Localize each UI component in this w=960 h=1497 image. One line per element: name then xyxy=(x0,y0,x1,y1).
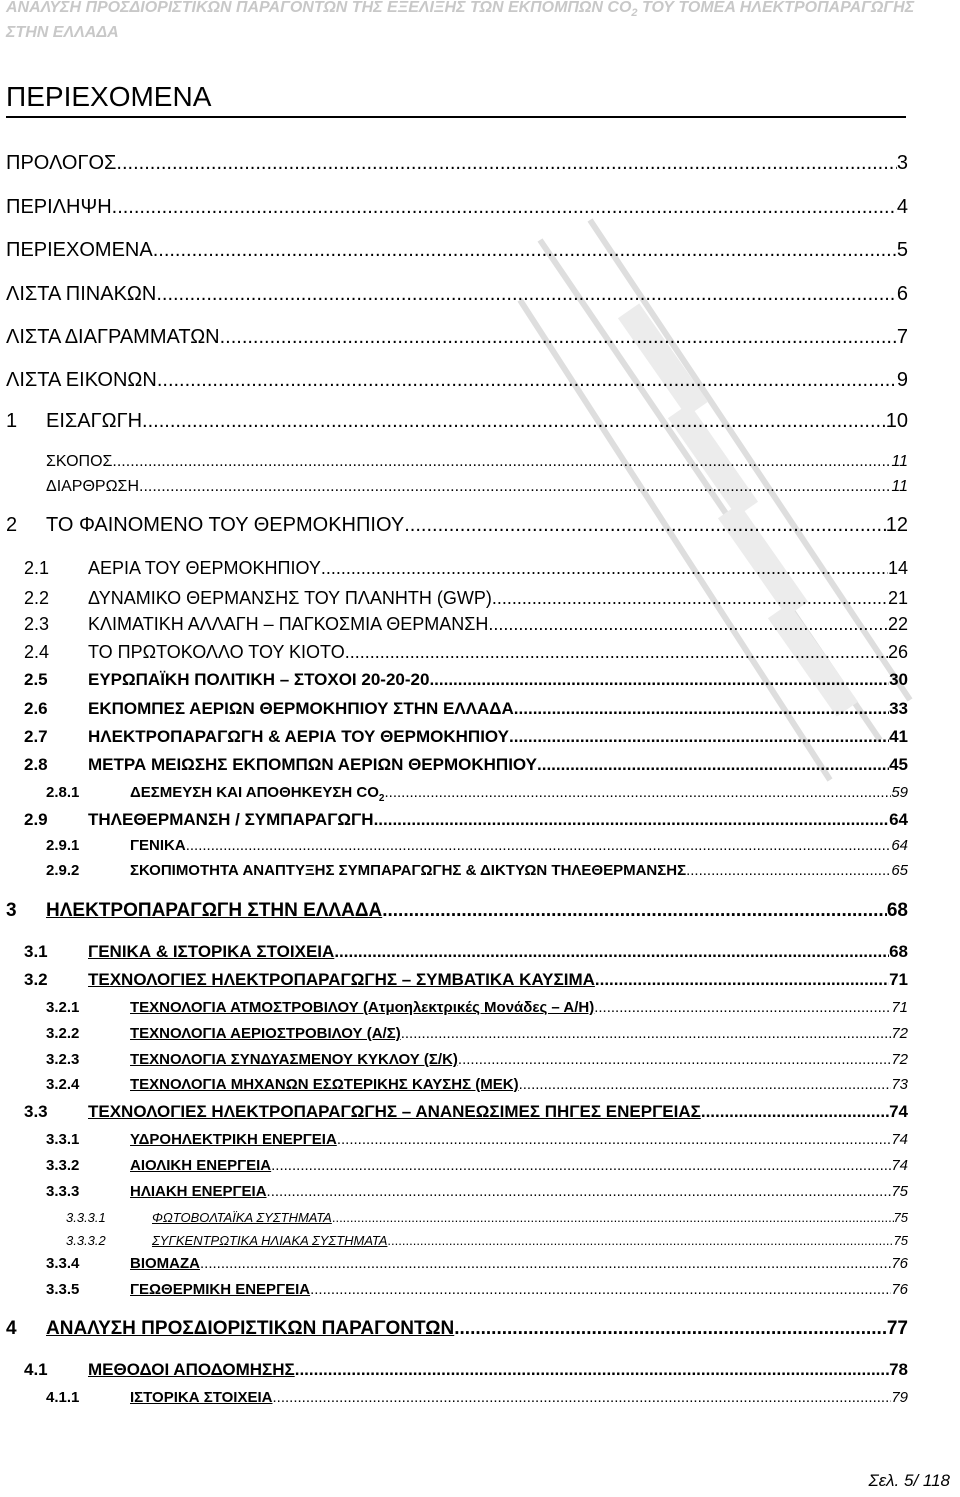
toc-section[interactable] xyxy=(24,942,908,962)
toc-entry-number: 2.8.1 xyxy=(46,784,80,801)
toc-entry-title: ΤΗΛΕΘΕΡΜΑΝΣΗ / ΣΥΜΠΑΡΑΓΩΓΗ xyxy=(88,810,374,829)
toc-subsection[interactable] xyxy=(46,999,908,1016)
toc-entry-page: 21 xyxy=(887,588,908,608)
toc-entry-title: ΤΕΧΝΟΛΟΓΙΑ ΑΤΜΟΣΤΡΟΒΙΛΟΥ (Ατμοηλεκτρικές Μονάδες – Α/Η) xyxy=(130,999,595,1016)
toc-entry-page: 74 xyxy=(889,1102,908,1121)
toc-chapter[interactable] xyxy=(6,1318,908,1340)
toc-section[interactable] xyxy=(24,1102,908,1122)
toc-entry-title: ΒΙΟΜΑΖΑ xyxy=(130,1255,200,1272)
toc-entry-page: 71 xyxy=(891,999,908,1016)
toc-subsection[interactable] xyxy=(46,1389,908,1406)
toc-entry-page: 64 xyxy=(891,837,908,854)
toc-section[interactable] xyxy=(24,699,908,719)
toc-entry-page: 72 xyxy=(891,1025,908,1042)
toc-entry-number: 3.3.1 xyxy=(46,1131,80,1148)
toc-entry-number: 4.1 xyxy=(24,1360,48,1379)
toc-entry-page: 10 xyxy=(885,410,908,432)
toc-subsubsection[interactable] xyxy=(66,1233,908,1248)
toc-subsection[interactable] xyxy=(46,1157,908,1174)
toc-subsection[interactable] xyxy=(46,1025,908,1042)
toc-entry-page: 59 xyxy=(891,784,908,801)
toc-entry-page: 79 xyxy=(891,1389,908,1406)
toc-entry-page: 64 xyxy=(889,810,908,829)
toc-entry-number: 2.5 xyxy=(24,670,48,689)
toc-entry-title: ΔΙΑΡΘΡΩΣΗ xyxy=(46,478,139,495)
toc-entry-title: ΦΩΤΟΒΟΛΤΑΪΚΑ ΣΥΣΤΗΜΑΤΑ xyxy=(152,1210,332,1225)
toc-entry-number: 3.1 xyxy=(24,942,48,961)
toc-entry-title: ΥΔΡΟΗΛΕΚΤΡΙΚΗ ΕΝΕΡΓΕΙΑ xyxy=(130,1131,337,1148)
toc-entry-page: 30 xyxy=(889,670,908,689)
toc-subsection[interactable] xyxy=(46,1051,908,1068)
toc-entry-page: 3 xyxy=(896,152,908,174)
toc-entry-title: ΑΕΡΙΑ ΤΟΥ ΘΕΡΜΟΚΗΠΙΟΥ xyxy=(88,558,321,578)
toc-entry-title: ΛΙΣΤΑ ΠΙΝΑΚΩΝ xyxy=(6,283,157,305)
toc-entry-number: 2.1 xyxy=(24,558,50,578)
toc-entry-page: 75 xyxy=(893,1210,908,1225)
toc-entry-number: 3.3.4 xyxy=(46,1255,80,1272)
toc-entry-number: 3.2.3 xyxy=(46,1051,80,1068)
toc-entry-page: 7 xyxy=(896,326,908,348)
toc-entry-page: 41 xyxy=(889,727,908,746)
running-header xyxy=(6,0,946,43)
toc-entry-number: 3.3.5 xyxy=(46,1281,80,1298)
toc-entry-page: 12 xyxy=(885,514,908,536)
toc-section[interactable] xyxy=(24,727,908,747)
toc-entry-number: 3.2.1 xyxy=(46,999,80,1016)
toc-entry-title: ΤΟ ΦΑΙΝΟΜΕΝΟ ΤΟΥ ΘΕΡΜΟΚΗΠΙΟΥ xyxy=(46,514,405,536)
toc-chapter[interactable] xyxy=(6,900,908,922)
toc-entry[interactable] xyxy=(6,369,908,392)
toc-entry-number: 3.2.4 xyxy=(46,1076,80,1093)
toc-subsection[interactable] xyxy=(46,837,908,854)
toc-entry-title: ΚΛΙΜΑΤΙΚΗ ΑΛΛΑΓΗ – ΠΑΓΚΟΣΜΙΑ ΘΕΡΜΑΝΣΗ xyxy=(88,614,489,634)
toc-entry-page: 4 xyxy=(896,196,908,218)
toc-entry-title: ΠΕΡΙΕΧΟΜΕΝΑ xyxy=(6,239,153,261)
toc-entry-title: ΗΛΕΚΤΡΟΠΑΡΑΓΩΓΗ ΣΤΗΝ ΕΛΛΑΔΑ xyxy=(46,900,383,921)
toc-entry-title: ΗΛΙΑΚΗ ΕΝΕΡΓΕΙΑ xyxy=(130,1183,267,1200)
toc-heading: ΠΕΡΙΕΧΟΜΕΝΑ xyxy=(6,80,906,118)
toc-entry-page: 22 xyxy=(887,614,908,634)
toc-entry-number: 4.1.1 xyxy=(46,1389,80,1406)
toc-entry-page: 76 xyxy=(891,1281,908,1298)
toc-entry-page: 74 xyxy=(891,1131,908,1148)
toc-entry-title: ΤΕΧΝΟΛΟΓΙΑ ΑΕΡΙΟΣΤΡΟΒΙΛΟΥ (Α/Σ) xyxy=(130,1025,401,1042)
toc-entry[interactable] xyxy=(6,326,908,349)
toc-entry-title: ΤΕΧΝΟΛΟΓΙΑ ΜΗΧΑΝΩΝ ΕΣΩΤΕΡΙΚΗΣ ΚΑΥΣΗΣ (ΜΕΚ) xyxy=(130,1076,519,1093)
toc-entry-page: 33 xyxy=(889,699,908,718)
toc-entry-number: 2.9 xyxy=(24,810,48,829)
toc-entry[interactable] xyxy=(46,453,908,471)
toc-entry-number: 2 xyxy=(6,514,18,536)
toc-entry-number: 2.4 xyxy=(24,642,50,662)
toc-entry-number: 2.6 xyxy=(24,699,48,718)
toc-entry-title: ΛΙΣΤΑ ΕΙΚΟΝΩΝ xyxy=(6,369,157,391)
toc-section[interactable] xyxy=(24,642,908,663)
toc-entry-title: ΕΚΠΟΜΠΕΣ ΑΕΡΙΩΝ ΘΕΡΜΟΚΗΠΙΟΥ ΣΤΗΝ ΕΛΛΑΔΑ xyxy=(88,699,514,718)
toc-entry-page: 75 xyxy=(891,1183,908,1200)
toc-entry[interactable] xyxy=(6,152,908,175)
toc-section[interactable] xyxy=(24,614,908,635)
toc-entry-title: ΛΙΣΤΑ ΔΙΑΓΡΑΜΜΑΤΩΝ xyxy=(6,326,220,348)
toc-entry-number: 3.3.3.2 xyxy=(66,1233,106,1248)
toc-entry-number: 3.2 xyxy=(24,970,48,989)
toc-entry-title: ΠΕΡΙΛΗΨΗ xyxy=(6,196,112,218)
toc-entry-number: 3.3.3.1 xyxy=(66,1210,106,1225)
toc-subsection[interactable] xyxy=(46,784,908,804)
toc-chapter[interactable] xyxy=(6,410,908,433)
toc-entry-page: 45 xyxy=(889,755,908,774)
toc-entry-title: ΠΡΟΛΟΓΟΣ xyxy=(6,152,117,174)
toc-chapter[interactable] xyxy=(6,514,908,537)
header-line-2: ΣΤΗΝ ΕΛΛΑΔΑ xyxy=(6,24,119,42)
toc-entry-number: 3.3 xyxy=(24,1102,48,1121)
page-number-footer: Σελ. 5/ 118 xyxy=(868,1471,950,1490)
toc-entry[interactable] xyxy=(6,196,908,219)
toc-entry-title: ΕΥΡΩΠΑΪΚΗ ΠΟΛΙΤΙΚΗ – ΣΤΟΧΟΙ 20-20-20 xyxy=(88,670,430,689)
toc-entry-number: 2.9.1 xyxy=(46,837,80,854)
toc-subsection[interactable] xyxy=(46,862,908,879)
toc-entry-number: 3.2.2 xyxy=(46,1025,80,1042)
toc-entry-title: ΓΕΩΘΕΡΜΙΚΗ ΕΝΕΡΓΕΙΑ xyxy=(130,1281,311,1298)
toc-entry-page: 11 xyxy=(891,453,908,470)
toc-entry-number: 2.7 xyxy=(24,727,48,746)
toc-entry-title: ΙΣΤΟΡΙΚΑ ΣΤΟΙΧΕΙΑ xyxy=(130,1389,273,1406)
toc-entry-title: ΓΕΝΙΚΑ xyxy=(130,837,186,854)
toc-entry-page: 68 xyxy=(889,942,908,961)
toc-entry-page: 65 xyxy=(891,862,908,879)
toc-subsubsection[interactable] xyxy=(66,1210,908,1225)
toc-section[interactable] xyxy=(24,755,908,775)
toc-entry-page: 14 xyxy=(887,558,908,578)
toc-entry-title: ΓΕΝΙΚΑ & ΙΣΤΟΡΙΚΑ ΣΤΟΙΧΕΙΑ xyxy=(88,942,335,961)
toc-entry-number: 4 xyxy=(6,1318,17,1339)
toc-entry-title: ΤΕΧΝΟΛΟΓΙΑ ΣΥΝΔΥΑΣΜΕΝΟΥ ΚΥΚΛΟΥ (Σ/Κ) xyxy=(130,1051,458,1068)
toc-entry-number: 2.9.2 xyxy=(46,862,80,879)
toc-entry-title: ΤΕΧΝΟΛΟΓΙΕΣ ΗΛΕΚΤΡΟΠΑΡΑΓΩΓΗΣ – ΑΝΑΝΕΩΣΙΜΕΣ ΠΗΓΕΣ ΕΝΕΡΓΕΙΑΣ xyxy=(88,1102,701,1121)
toc-entry-title: ΣΚΟΠΙΜΟΤΗΤΑ ΑΝΑΠΤΥΞΗΣ ΣΥΜΠΑΡΑΓΩΓΗΣ & ΔΙΚΤΥΩΝ ΤΗΛΕΘΕΡΜΑΝΣΗΣ xyxy=(130,862,687,879)
toc-entry-title: ΣΥΓΚΕΝΤΡΩΤΙΚΑ ΗΛΙΑΚΑ ΣΥΣΤΗΜΑΤΑ xyxy=(152,1233,388,1248)
toc-entry-page: 77 xyxy=(886,1318,908,1339)
toc-entry-page: 5 xyxy=(896,239,908,261)
toc-entry-number: 3.3.2 xyxy=(46,1157,80,1174)
toc-entry[interactable] xyxy=(46,478,908,496)
toc-entry-page: 71 xyxy=(889,970,908,989)
toc-section[interactable] xyxy=(24,970,908,990)
toc-entry-page: 11 xyxy=(891,478,908,495)
toc-subsection[interactable] xyxy=(46,1183,908,1200)
toc-entry-title: ΔΥΝΑΜΙΚΟ ΘΕΡΜΑΝΣΗΣ ΤΟΥ ΠΛΑΝΗΤΗ (GWP) xyxy=(88,588,492,608)
toc-entry-title: ΔΕΣΜΕΥΣΗ ΚΑΙ ΑΠΟΘΗΚΕΥΣΗ $CO_2$ xyxy=(130,784,385,804)
toc-subsection[interactable] xyxy=(46,1281,908,1298)
toc-subsection[interactable] xyxy=(46,1255,908,1272)
toc-entry-title: ΤΟ ΠΡΩΤΟΚΟΛΛΟ ΤΟΥ ΚΙΟΤΟ xyxy=(88,642,345,662)
toc-entry-title: ΜΕΤΡΑ ΜΕΙΩΣΗΣ ΕΚΠΟΜΠΩΝ ΑΕΡΙΩΝ ΘΕΡΜΟΚΗΠΙΟΥ xyxy=(88,755,538,774)
header-line-1: ΑΝΑΛΥΣΗ ΠΡΟΣΔΙΟΡΙΣΤΙΚΩΝ ΠΑΡΑΓΟΝΤΩΝ ΤΗΣ ΕΞΕΛΙΞΗΣ ΤΩΝ ΕΚΠΟΜΠΩΝ $CO_2$ ΤΟΥ ΤΟΜΕΑ ΗΛΕΚΤΡΟΠΑΡΑΓΩΓΗΣ xyxy=(6,0,915,20)
toc-entry[interactable] xyxy=(6,239,908,262)
toc-section[interactable] xyxy=(24,558,908,579)
toc-entry-page: 68 xyxy=(886,900,908,921)
toc-entry-title: ΣΚΟΠΟΣ xyxy=(46,453,113,470)
toc-entry[interactable] xyxy=(6,283,908,306)
toc-entry-number: 2.8 xyxy=(24,755,48,774)
toc-entry-number: 1 xyxy=(6,410,18,432)
toc-entry-number: 2.3 xyxy=(24,614,50,634)
toc-entry-title: ΑΙΟΛΙΚΗ ΕΝΕΡΓΕΙΑ xyxy=(130,1157,272,1174)
toc-section[interactable] xyxy=(24,1360,908,1380)
toc-entry-page: 73 xyxy=(891,1076,908,1093)
toc-section[interactable] xyxy=(24,670,908,690)
toc-entry-page: 26 xyxy=(887,642,908,662)
toc-entry-title: ΑΝΑΛΥΣΗ ΠΡΟΣΔΙΟΡΙΣΤΙΚΩΝ ΠΑΡΑΓΟΝΤΩΝ xyxy=(46,1318,455,1339)
toc-entry-number: 2.2 xyxy=(24,588,50,608)
toc-subsection[interactable] xyxy=(46,1131,908,1148)
toc-entry-page: 74 xyxy=(891,1157,908,1174)
toc-entry-title: ΕΙΣΑΓΩΓΗ xyxy=(46,410,143,432)
toc-entry-page: 72 xyxy=(891,1051,908,1068)
toc-entry-page: 78 xyxy=(889,1360,908,1379)
toc-section[interactable] xyxy=(24,810,908,830)
toc-entry-page: 76 xyxy=(891,1255,908,1272)
toc-entry-page: 6 xyxy=(896,283,908,305)
toc-entry-title: ΗΛΕΚΤΡΟΠΑΡΑΓΩΓΗ & ΑΕΡΙΑ ΤΟΥ ΘΕΡΜΟΚΗΠΙΟΥ xyxy=(88,727,510,746)
toc-entry-title: ΤΕΧΝΟΛΟΓΙΕΣ ΗΛΕΚΤΡΟΠΑΡΑΓΩΓΗΣ – ΣΥΜΒΑΤΙΚΑ ΚΑΥΣΙΜΑ xyxy=(88,970,595,989)
toc-entry-page: 75 xyxy=(893,1233,908,1248)
toc-section[interactable] xyxy=(24,588,908,609)
toc-entry-number: 3 xyxy=(6,900,17,921)
toc-entry-page: 9 xyxy=(896,369,908,391)
toc-subsection[interactable] xyxy=(46,1076,908,1093)
toc-entry-number: 3.3.3 xyxy=(46,1183,80,1200)
toc-entry-title: ΜΕΘΟΔΟΙ ΑΠΟΔΟΜΗΣΗΣ xyxy=(88,1360,295,1379)
